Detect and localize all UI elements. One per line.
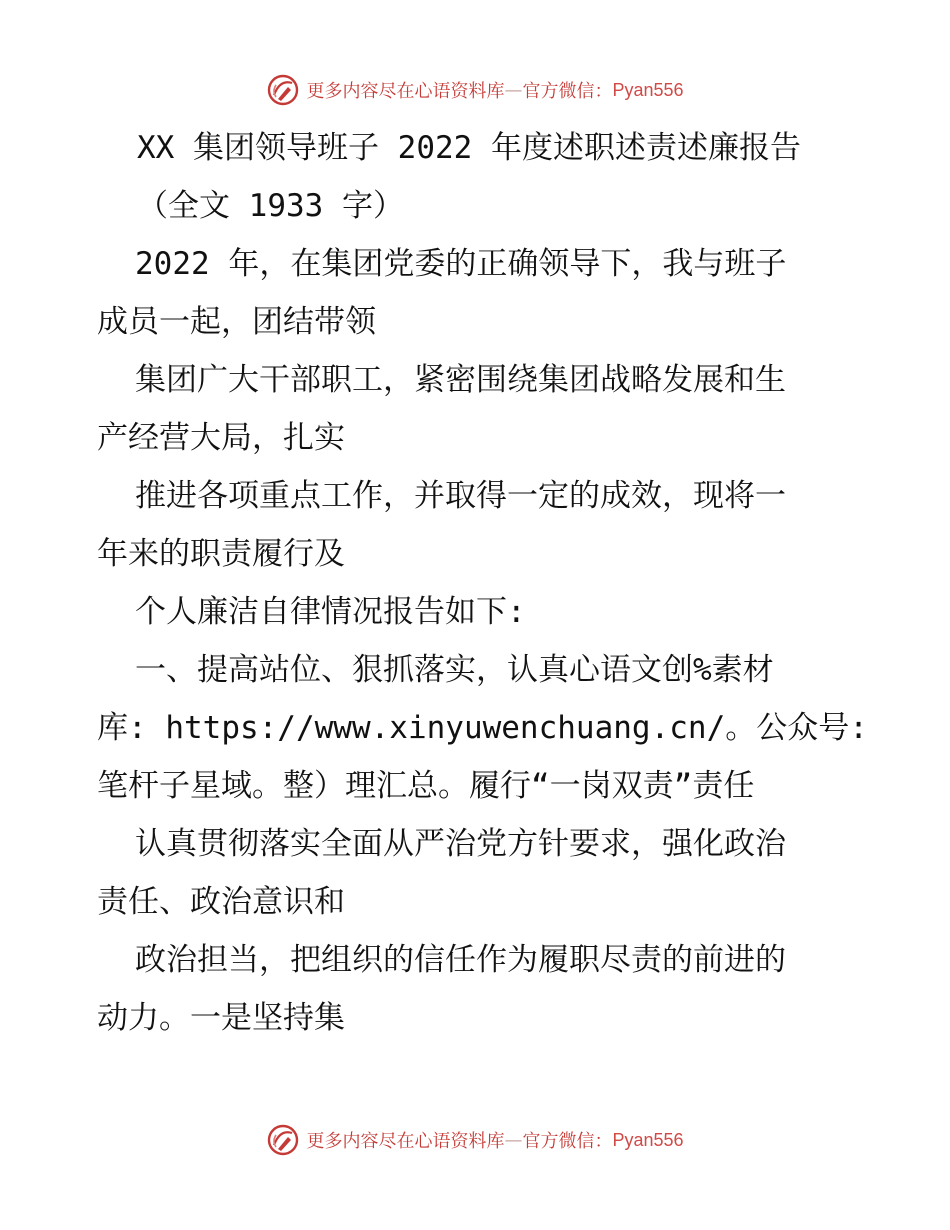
pen-nib-swirl-icon — [266, 1123, 300, 1157]
paragraph-line: 政治担当，把组织的信任作为履职尽责的前进的 — [135, 942, 786, 978]
banner-separator: — — [504, 1129, 523, 1151]
paragraph-line: 2022 年，在集团党委的正确领导下，我与班子 — [135, 246, 787, 282]
paragraph-line: 责任、政治意识和 — [97, 884, 345, 920]
banner-brand-text: 更多内容尽在心语资料库 — [306, 81, 505, 102]
paragraph-line: 集团广大干部职工，紧密围绕集团战略发展和生 — [135, 362, 786, 398]
paragraph-line: 产经营大局，扎实 — [97, 420, 345, 456]
paragraph-line: 成员一起，团结带领 — [97, 304, 376, 340]
paragraph-line: 动力。一是坚持集 — [97, 1000, 345, 1036]
banner-official-label: 官方微信： — [522, 81, 613, 102]
banner-wechat-id: Pyan556 — [612, 79, 684, 100]
banner-wechat-id: Pyan556 — [612, 1129, 684, 1150]
paragraph-line: 年来的职责履行及 — [97, 536, 345, 572]
paragraph-line: 推进各项重点工作，并取得一定的成效，现将一 — [135, 478, 786, 514]
header-watermark-banner — [0, 70, 950, 110]
document-paragraphs — [97, 235, 868, 1047]
paragraph-line: 认真贯彻落实全面从严治党方针要求，强化政治 — [135, 826, 786, 862]
banner-separator: — — [504, 79, 523, 101]
document-body — [97, 119, 868, 1047]
document-title: XX 集团领导班子 2022 年度述职述责述廉报告 — [137, 130, 801, 166]
paragraph-line: 库: https://www.xinyuwenchuang.cn/。公众号: — [97, 710, 868, 746]
document-subtitle: （全文 1933 字） — [137, 188, 404, 224]
footer-watermark-banner — [0, 1120, 950, 1160]
pen-nib-swirl-icon — [266, 73, 300, 107]
paragraph-line: 一、提高站位、狠抓落实，认真心语文创%素材 — [135, 652, 774, 688]
paragraph-line: 笔杆子星域。整）理汇总。履行“一岗双责”责任 — [97, 768, 755, 804]
banner-brand-text: 更多内容尽在心语资料库 — [306, 1131, 505, 1152]
paragraph-line: 个人廉洁自律情况报告如下: — [135, 594, 526, 630]
banner-official-label: 官方微信： — [522, 1131, 613, 1152]
